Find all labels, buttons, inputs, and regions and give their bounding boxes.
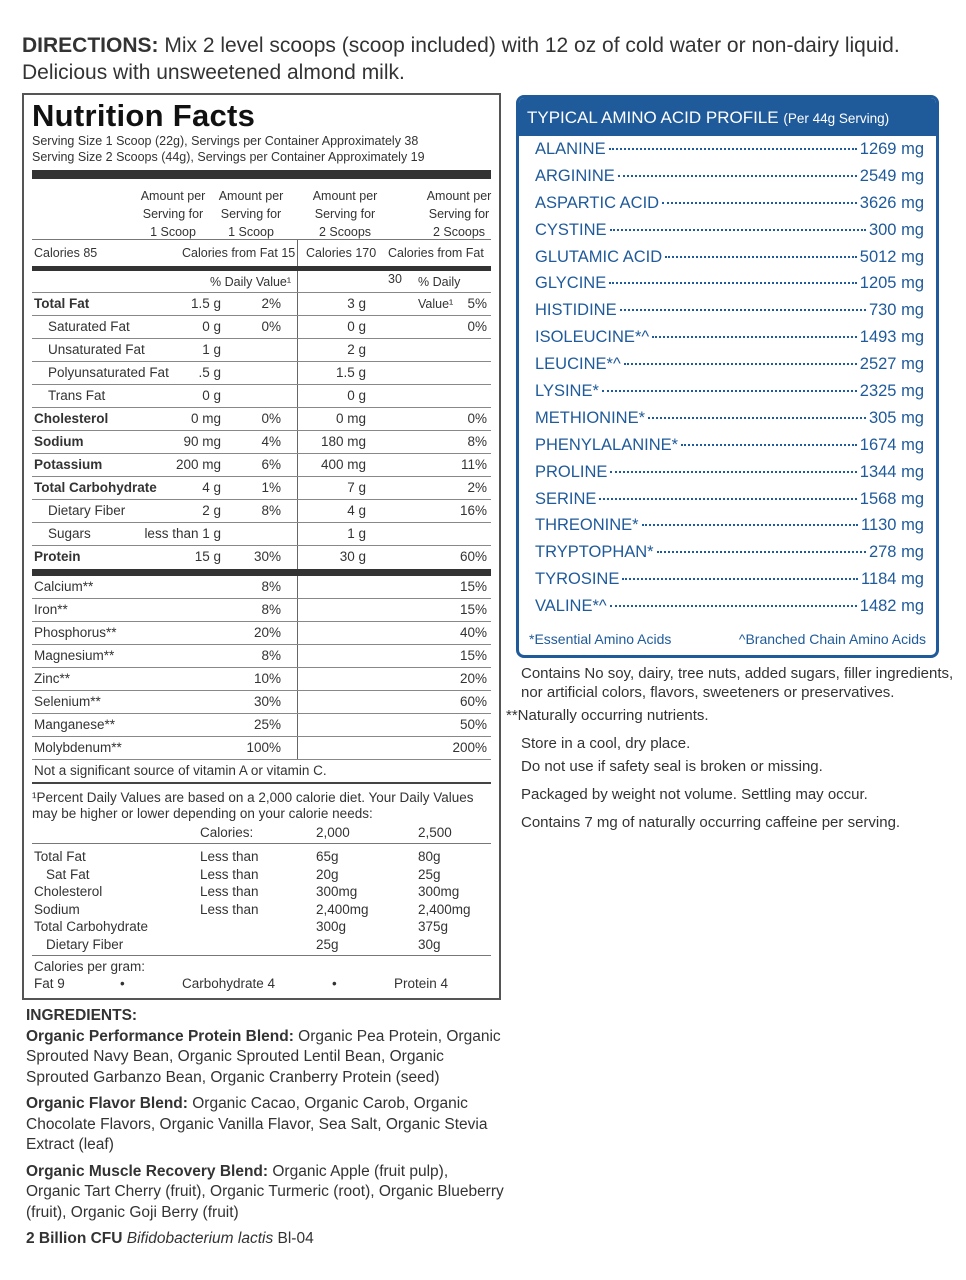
amount-1-scoop: 0 g	[202, 388, 221, 403]
nutrient-row	[32, 546, 491, 569]
amino-row	[535, 516, 924, 543]
nutrient-name: Sugars	[48, 526, 91, 541]
foot-2000-value: 300g	[316, 919, 347, 934]
mineral-row	[32, 691, 491, 714]
dv-2-scoops: 0%	[467, 319, 487, 334]
amino-value: 2325 mg	[859, 382, 924, 401]
not-significant: Not a significant source of vitamin A or vitamin C.	[32, 760, 491, 784]
foot-nutrient: Dietary Fiber	[46, 936, 124, 952]
dot-leader	[620, 309, 866, 311]
foot-condition: Less than	[200, 884, 259, 899]
calories-1: Calories 85	[34, 246, 98, 260]
mineral-row	[32, 668, 491, 691]
amino-value: 3626 mg	[859, 193, 924, 212]
mineral-dv-2: 200%	[452, 740, 487, 755]
footnote-header: Calories: 2,000 2,500	[32, 822, 491, 844]
dot-leader	[642, 524, 858, 526]
dot-leader	[681, 444, 857, 446]
amount-1-scoop: 2 g	[202, 503, 221, 518]
product-notes	[506, 664, 966, 841]
col-header-3: Amount per Serving for 2 Scoops	[312, 189, 378, 239]
amino-name: ARGININE	[535, 166, 615, 185]
nutrient-name: Trans Fat	[48, 388, 106, 403]
amount-1-scoop: .5 g	[198, 365, 221, 380]
nutrient-name: Polyunsaturated Fat	[48, 365, 169, 380]
amount-1-scoop: 0 g	[202, 319, 221, 334]
amount-1-scoop: less than 1 g	[144, 526, 221, 541]
mineral-dv-2: 50%	[459, 717, 487, 732]
mineral-name: Magnesium**	[34, 648, 115, 663]
nutrient-row	[32, 385, 491, 408]
amino-value: 300 mg	[868, 220, 924, 239]
storage-note: Store in a cool, dry place.	[521, 735, 691, 752]
amount-2-scoops: 0 g	[347, 319, 366, 334]
nutrient-row	[32, 454, 491, 477]
mineral-name: Selenium**	[34, 694, 101, 709]
dot-leader	[662, 202, 857, 204]
amino-row	[535, 436, 924, 463]
amino-value: 730 mg	[868, 301, 924, 320]
dv-2-scoops: 8%	[467, 434, 487, 449]
serving-size-1: Serving Size 1 Scoop (22g), Servings per Container Approximately 38	[32, 134, 419, 148]
foot-2500-value: 30g	[418, 936, 441, 952]
amino-name: TRYPTOPHAN*	[535, 543, 654, 562]
nutrient-name: Cholesterol	[34, 411, 109, 426]
amino-header	[519, 98, 936, 136]
amino-name: TYROSINE	[535, 570, 620, 589]
foot-condition: Less than	[200, 866, 259, 882]
mineral-row	[32, 714, 491, 737]
mineral-dv-2: 15%	[459, 602, 487, 617]
amino-name: HISTIDINE	[535, 301, 617, 320]
amino-name: VALINE*^	[535, 597, 607, 616]
naturally-occurring: **Naturally occurring nutrients.	[506, 707, 709, 724]
amount-2-scoops: 7 g	[347, 480, 366, 495]
amino-row	[535, 409, 924, 436]
dv-1-scoop: 2%	[261, 296, 281, 311]
foot-condition: Less than	[200, 849, 259, 864]
amino-name: CYSTINE	[535, 220, 607, 239]
amount-2-scoops: 2 g	[347, 342, 366, 357]
foot-2000-value: 300mg	[316, 884, 358, 899]
foot-nutrient: Cholesterol	[34, 884, 103, 899]
dot-leader	[610, 229, 866, 231]
mineral-rows	[32, 576, 491, 760]
amino-value: 1269 mg	[859, 140, 924, 158]
amount-2-scoops: 180 mg	[320, 434, 366, 449]
nutrient-row	[32, 316, 491, 339]
mineral-name: Zinc**	[34, 671, 71, 686]
dot-leader	[610, 471, 856, 473]
dv-footnote: ¹Percent Daily Values are based on a 2,000 calorie diet. Your Daily Values may be higher or lower depending on your calorie needs:	[32, 790, 474, 821]
packaged-note: Packaged by weight not volume. Settling may occur.	[521, 786, 868, 803]
amino-row	[535, 167, 924, 194]
amount-2-scoops: 400 mg	[320, 457, 366, 472]
directions-label: DIRECTIONS:	[22, 34, 159, 57]
nutrient-name: Total Carbohydrate	[34, 480, 157, 495]
amino-value: 278 mg	[868, 543, 924, 562]
foot-2000-value: 20g	[316, 866, 339, 882]
dv-2-scoops: 11%	[460, 457, 487, 472]
amount-1-scoop: 0 mg	[190, 411, 221, 426]
amount-1-scoop: 1.5 g	[190, 296, 221, 311]
amino-value: 1674 mg	[859, 435, 924, 454]
foot-2500-value: 2,400mg	[418, 901, 471, 917]
mineral-dv-2: 60%	[459, 694, 487, 709]
nutrient-name: Sodium	[34, 434, 84, 449]
amino-name: LEUCINE*^	[535, 355, 621, 374]
foot-2500-value: 300mg	[418, 884, 460, 899]
dv-1-scoop: 6%	[261, 457, 281, 472]
caffeine-note: Contains 7 mg of naturally occurring caffeine per serving.	[521, 814, 901, 831]
mineral-row	[32, 645, 491, 668]
nutrient-name: Total Fat	[34, 296, 90, 311]
contains-no: Contains No soy, dairy, tree nuts, added sugars, filler ingredients, nor artificial colors, flavors, sweeteners or preservatives.	[521, 665, 954, 701]
amino-name: PROLINE	[535, 462, 608, 481]
foot-2500-value: 25g	[418, 866, 441, 882]
nutrient-row	[32, 408, 491, 431]
amino-value: 2549 mg	[859, 166, 924, 185]
amount-header	[32, 179, 491, 239]
nutrient-row	[32, 362, 491, 385]
amino-row	[535, 140, 924, 167]
amount-2-scoops: 3 g	[347, 296, 366, 311]
foot-2000-value: 65g	[316, 849, 339, 864]
dv-label-2: % Daily Value¹	[418, 275, 461, 311]
amino-value: 2527 mg	[859, 355, 924, 374]
amino-row	[535, 382, 924, 409]
dot-leader	[657, 551, 866, 553]
mineral-name: Molybdenum**	[34, 740, 122, 755]
amino-value: 1130 mg	[861, 516, 924, 535]
amino-value: 1344 mg	[859, 462, 924, 481]
mineral-dv-1: 8%	[261, 648, 281, 663]
dv-1-scoop: 0%	[261, 411, 281, 426]
amino-list	[519, 136, 936, 624]
mineral-name: Manganese**	[34, 717, 116, 732]
mineral-row	[32, 576, 491, 599]
mineral-dv-2: 20%	[459, 671, 487, 686]
amino-name: METHIONINE*	[535, 408, 646, 427]
amino-row	[535, 543, 924, 570]
mineral-dv-1: 25%	[253, 717, 281, 732]
foot-2500-value: 375g	[418, 919, 449, 934]
dv-2-scoops: 2%	[467, 480, 487, 495]
amount-1-scoop: 90 mg	[183, 434, 221, 449]
amount-1-scoop: 15 g	[194, 549, 221, 564]
amino-value: 5012 mg	[859, 247, 924, 266]
nutrient-name: Dietary Fiber	[48, 503, 126, 518]
foot-2500-value: 80g	[418, 849, 441, 864]
amount-2-scoops: 0 g	[347, 388, 366, 403]
mineral-dv-1: 10%	[253, 671, 281, 686]
mineral-dv-2: 40%	[459, 625, 487, 640]
amount-1-scoop: 200 mg	[175, 457, 221, 472]
foot-nutrient: Total Fat	[34, 849, 86, 864]
dv-2-scoops: 16%	[459, 503, 487, 518]
amino-row	[535, 328, 924, 355]
mineral-dv-1: 20%	[253, 625, 281, 640]
amino-value: 305 mg	[868, 408, 924, 427]
dv-2-scoops: 0%	[467, 411, 487, 426]
amino-row	[535, 597, 924, 624]
mineral-name: Calcium**	[34, 579, 94, 594]
nutrient-row	[32, 293, 491, 316]
amino-name: ISOLEUCINE*^	[535, 328, 650, 347]
dv-1-scoop: 8%	[261, 503, 281, 518]
amino-value: 1184 mg	[861, 570, 924, 589]
foot-2000-value: 2,400mg	[316, 901, 369, 917]
foot-condition: Less than	[200, 901, 259, 917]
amount-2-scoops: 4 g	[347, 503, 366, 518]
dot-leader	[609, 148, 857, 150]
nutrient-row	[32, 477, 491, 500]
amount-2-scoops: 1.5 g	[335, 365, 366, 380]
calories-fat-1: Calories from Fat 15	[182, 246, 296, 260]
nutrition-facts-panel	[22, 93, 501, 1000]
dv-1-scoop: 0%	[261, 319, 281, 334]
mineral-dv-1: 8%	[261, 602, 281, 617]
ingredients	[26, 1006, 506, 1250]
mineral-dv-1: 100%	[246, 740, 281, 755]
amino-title: TYPICAL AMINO ACID PROFILE	[527, 108, 779, 127]
dot-leader	[602, 390, 857, 392]
dot-leader	[618, 175, 857, 177]
foot-2000-value: 25g	[316, 936, 339, 952]
dot-leader	[652, 336, 857, 338]
dot-leader	[665, 256, 857, 258]
amino-row	[535, 301, 924, 328]
dot-leader	[599, 498, 856, 500]
amount-2-scoops: 30 g	[339, 549, 366, 564]
mineral-row	[32, 737, 491, 760]
legend-essential: *Essential Amino Acids	[529, 631, 672, 647]
mineral-row	[32, 622, 491, 645]
dv-1-scoop: 1%	[261, 480, 281, 495]
amount-1-scoop: 1 g	[202, 342, 221, 357]
nutrient-row	[32, 339, 491, 362]
directions-text: Mix 2 level scoops (scoop included) with 12 oz of cold water or non-dairy liquid. Delicious with unsweetened almond milk.	[22, 34, 900, 84]
amino-name: THREONINE*	[535, 516, 639, 535]
nutrient-row	[32, 431, 491, 454]
amino-value: 1482 mg	[859, 597, 924, 616]
flavor-blend: Organic Flavor Blend: Organic Cacao, Organic Carob, Organic Chocolate Flavors, Organic Vanilla Flavor, Sea Salt, Organic Stevia Extract (leaf)	[26, 1095, 488, 1153]
nutrition-facts-title: Nutrition Facts	[32, 98, 256, 133]
calories-fat-2: Calories from Fat 30	[388, 246, 484, 286]
nutrient-name: Potassium	[34, 457, 103, 472]
col-header-1: Amount per Serving for 1 Scoop	[140, 189, 206, 239]
ingredients-heading: INGREDIENTS:	[26, 1007, 138, 1024]
foot-nutrient: Sat Fat	[46, 866, 90, 882]
mineral-dv-1: 8%	[261, 579, 281, 594]
amino-acid-panel	[516, 95, 939, 658]
seal-note: Do not use if safety seal is broken or missing.	[521, 758, 823, 775]
amino-row	[535, 221, 924, 248]
mineral-dv-1: 30%	[253, 694, 281, 709]
amino-name: ALANINE	[535, 140, 606, 158]
dv-1-scoop: 4%	[261, 434, 281, 449]
amino-row	[535, 274, 924, 301]
nutrient-row	[32, 523, 491, 546]
dv-1-scoop: 30%	[253, 549, 281, 564]
amino-row	[535, 490, 924, 517]
nutrient-name: Saturated Fat	[48, 319, 130, 334]
foot-nutrient: Total Carbohydrate	[34, 919, 149, 934]
protein-blend: Organic Performance Protein Blend: Organic Pea Protein, Organic Sprouted Navy Bean, Organic Sprouted Lentil Bean, Organic Sprouted Garbanzo Bean, Organic Cranberry Protein (seed)	[26, 1027, 501, 1086]
recovery-blend: Organic Muscle Recovery Blend: Organic Apple (fruit pulp), Organic Tart Cherry (fruit), Organic Turmeric (root), Organic Blueberry (fruit), Organic Goji Berry (fruit)	[26, 1162, 504, 1221]
nutrient-row	[32, 500, 491, 523]
foot-nutrient: Sodium	[34, 901, 80, 917]
nutrient-name: Protein	[34, 549, 81, 564]
dot-leader	[622, 578, 858, 580]
mineral-dv-2: 15%	[459, 579, 487, 594]
amino-name: PHENYLALANINE*	[535, 435, 679, 454]
dv-2-scoops: 5%	[467, 296, 487, 311]
col-header-2: Amount per Serving for 1 Scoop	[218, 189, 284, 239]
calories-2: Calories 170	[306, 246, 377, 260]
amino-name: GLYCINE	[535, 274, 607, 293]
dv-label-1: % Daily Value¹	[210, 275, 292, 289]
mineral-dv-2: 15%	[459, 648, 487, 663]
amino-row	[535, 355, 924, 382]
amino-name: LYSINE*	[535, 382, 599, 401]
legend-bcaa: ^Branched Chain Amino Acids	[738, 631, 926, 647]
serving-size-2: Serving Size 2 Scoops (44g), Servings per Container Approximately 19	[32, 150, 425, 164]
directions	[22, 32, 952, 86]
calories-per-gram: Calories per gram: Fat 9 • Carbohydrate 4 • Protein 4	[34, 959, 449, 991]
nutrient-name: Unsaturated Fat	[48, 342, 145, 357]
amino-row	[535, 463, 924, 490]
amount-2-scoops: 1 g	[347, 526, 366, 541]
amino-subtitle: (Per 44g Serving)	[783, 111, 890, 126]
dot-leader	[609, 282, 857, 284]
mineral-name: Iron**	[34, 602, 68, 617]
probiotic: 2 Billion CFU Bifidobacterium lactis Bl-04	[26, 1230, 314, 1247]
dv-2-scoops: 60%	[459, 549, 487, 564]
amino-row	[535, 570, 924, 597]
amino-row	[535, 248, 924, 275]
amino-value: 1205 mg	[859, 274, 924, 293]
amino-name: ASPARTIC ACID	[535, 193, 660, 212]
amino-name: GLUTAMIC ACID	[535, 247, 663, 266]
dot-leader	[610, 605, 857, 607]
footnote-table	[32, 844, 491, 956]
nutrient-rows	[32, 293, 491, 569]
col-header-4: Amount per Serving for 2 Scoops	[426, 189, 492, 239]
dot-leader	[624, 363, 857, 365]
amount-2-scoops: 0 mg	[335, 411, 366, 426]
amino-row	[535, 194, 924, 221]
amino-value: 1493 mg	[859, 328, 924, 347]
amino-value: 1568 mg	[859, 489, 924, 508]
amino-name: SERINE	[535, 489, 597, 508]
thick-divider	[32, 170, 491, 179]
amino-legend	[529, 631, 926, 647]
dot-leader	[648, 417, 866, 419]
amount-1-scoop: 4 g	[202, 480, 221, 495]
mineral-name: Phosphorus**	[34, 625, 117, 640]
mineral-row	[32, 599, 491, 622]
